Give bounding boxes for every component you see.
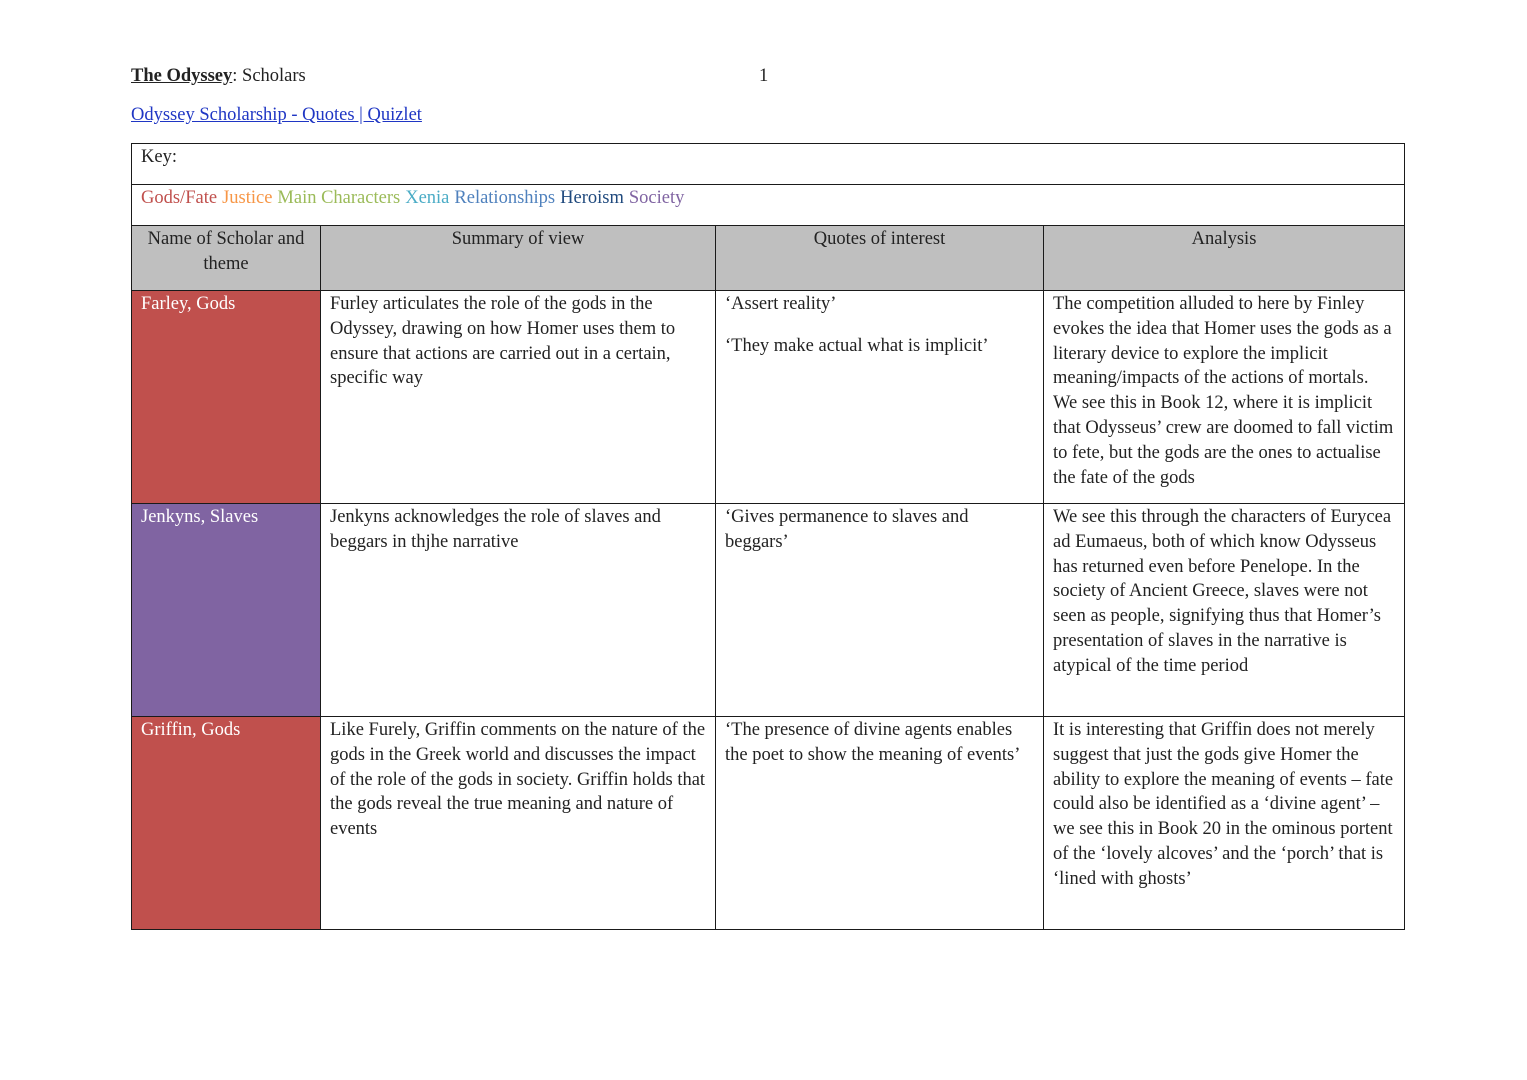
- scholar-name-cell: Griffin, Gods: [132, 717, 321, 930]
- quote-text: ‘Assert reality’: [725, 294, 837, 314]
- header-summary: Summary of view: [321, 226, 716, 291]
- legend-row: [132, 185, 1405, 226]
- analysis-cell: We see this through the characters of Eurycea ad Eumaeus, both of which know Odysseus has returned even before Penelope. In the society of Ancient Greece, slaves were not seen as people, signifying thus that Homer’s presentation of slaves in the narrative is atypical of the time period: [1044, 504, 1405, 717]
- header-quotes: Quotes of interest: [716, 226, 1044, 291]
- key-row: [132, 144, 1405, 185]
- table-row: [132, 504, 1405, 717]
- legend-item: Main Characters: [277, 188, 401, 208]
- table-row: [132, 291, 1405, 504]
- quotes-cell: [716, 717, 1044, 930]
- scholar-name-cell: Jenkyns, Slaves: [132, 504, 321, 717]
- quotes-cell: [716, 291, 1044, 504]
- title-suffix: : Scholars: [232, 66, 306, 86]
- quizlet-link[interactable]: Odyssey Scholarship - Quotes | Quizlet: [131, 105, 422, 125]
- legend-item: Heroism: [560, 188, 624, 208]
- page-number: 1: [759, 66, 769, 86]
- analysis-cell: It is interesting that Griffin does not merely suggest that just the gods give Homer the ability to explore the meaning of events – fate could also be identified as a ‘divine agent’ – we see this in Book 20 in the ominous portent of the ‘lovely alcoves’ and the ‘porch’ that is ‘lined with ghosts’: [1044, 717, 1405, 930]
- analysis-cell: The competition alluded to here by Finley evokes the idea that Homer uses the gods as a literary device to explore the implicit meaning/impacts of the actions of mortals. We see this in Book 12, where it is implicit that Odysseus’ crew are doomed to fall victim to fete, but the gods are the ones to actualise the fate of the gods: [1044, 291, 1405, 504]
- scholars-table: [131, 143, 1405, 930]
- table-row: [132, 717, 1405, 930]
- table-header-row: [132, 226, 1405, 291]
- theme-legend: [141, 186, 1395, 211]
- legend-item: Relationships: [454, 188, 556, 208]
- legend-item: Xenia: [405, 188, 450, 208]
- quote-text: ‘The presence of divine agents enables the poet to show the meaning of events’: [725, 720, 1021, 765]
- title-work-name: The Odyssey: [131, 66, 233, 86]
- summary-cell: Like Furely, Griffin comments on the nature of the gods in the Greek world and discusses the impact of the role of the gods in society. Griffin holds that the gods reveal the true meaning and nature of events: [321, 717, 716, 930]
- header-scholar: Name of Scholar and theme: [132, 226, 321, 291]
- quote-text: ‘They make actual what is implicit’: [725, 335, 989, 356]
- legend-item: Society: [628, 188, 685, 208]
- legend-item: Gods/Fate: [141, 188, 218, 208]
- header-analysis: Analysis: [1044, 226, 1405, 291]
- quotes-cell: [716, 504, 1044, 717]
- quote-text: ‘Gives permanence to slaves and beggars’: [725, 507, 969, 552]
- document-title: [131, 64, 306, 88]
- summary-cell: Jenkyns acknowledges the role of slaves and beggars in thjhe narrative: [321, 504, 716, 717]
- legend-item: Justice: [222, 188, 273, 208]
- key-label: Key:: [132, 144, 1405, 185]
- summary-cell: Furley articulates the role of the gods in the Odyssey, drawing on how Homer uses them to ensure that actions are carried out in a certain, specific way: [321, 291, 716, 504]
- scholar-name-cell: Farley, Gods: [132, 291, 321, 504]
